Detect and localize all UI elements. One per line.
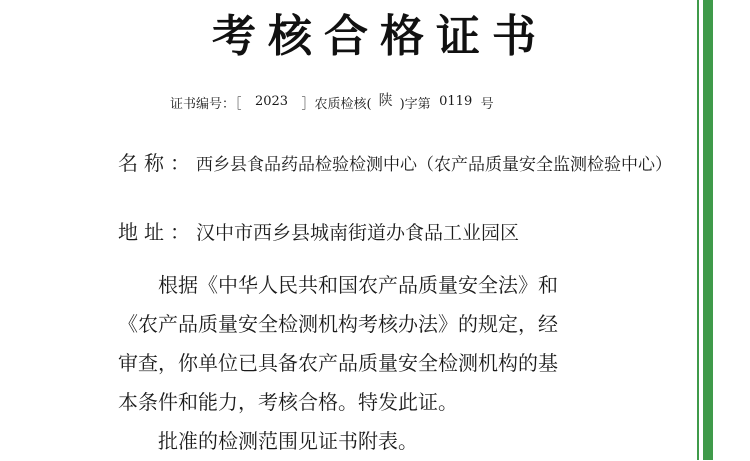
name-label: 名称： bbox=[118, 151, 196, 175]
certificate-border-inner-line bbox=[697, 0, 699, 460]
cert-number-middle: ］农质检核( bbox=[301, 97, 372, 112]
certificate-body bbox=[118, 266, 678, 461]
body-line: 根据《中华人民共和国农产品质量安全法》和 bbox=[158, 273, 558, 297]
certificate-number-line bbox=[170, 94, 494, 114]
cert-number-number: 0119 bbox=[439, 94, 473, 109]
body-line: 批准的检测范围见证书附表。 bbox=[158, 429, 418, 453]
address-label: 地址： bbox=[118, 220, 196, 244]
body-line: 本条件和能力，考核合格。特发此证。 bbox=[118, 390, 458, 414]
cert-number-province: 陕 bbox=[378, 93, 393, 109]
certificate-border-green bbox=[703, 0, 713, 460]
body-line: 《农产品质量安全检测机构考核办法》的规定，经 bbox=[118, 312, 558, 336]
address-row bbox=[118, 216, 519, 248]
name-value: 西乡县食品药品检验检测中心（农产品质量安全监测检验中心） bbox=[196, 155, 672, 175]
cert-number-year: 2023 bbox=[254, 94, 289, 109]
cert-number-suffix-post: 号 bbox=[480, 97, 494, 112]
cert-number-prefix: 证书编号：［ bbox=[170, 97, 242, 112]
body-line: 审查，你单位已具备农产品质量安全检测机构的基 bbox=[118, 351, 558, 375]
certificate-title: 考核合格证书 bbox=[212, 11, 548, 62]
address-value: 汉中市西乡县城南街道办食品工业园区 bbox=[196, 222, 520, 244]
name-row bbox=[118, 148, 672, 178]
cert-number-suffix-pre: )字第 bbox=[399, 97, 431, 112]
